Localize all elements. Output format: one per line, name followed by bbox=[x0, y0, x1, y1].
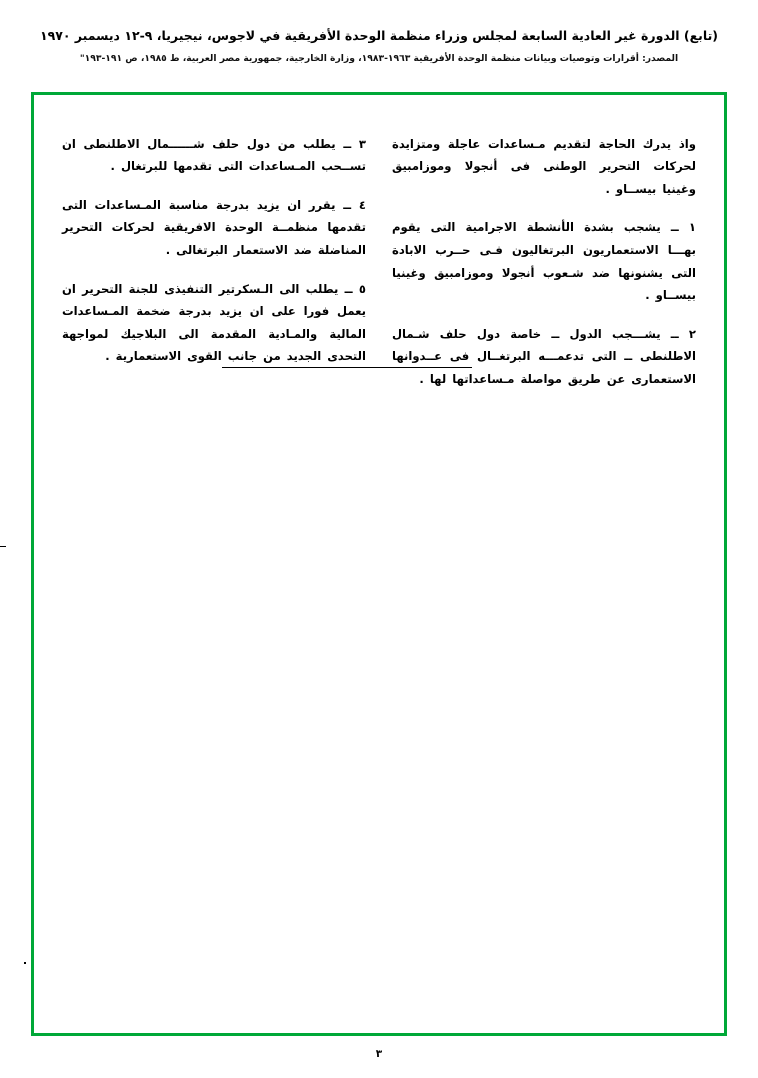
column-left bbox=[62, 121, 366, 391]
registration-dot-mark bbox=[24, 962, 26, 964]
paragraph: ٥ ــ يطلب الى الـسكرتير التنفيذى للجنة التحرير ان يعمل فورا على ان يزيد بدرجة ضخمة المـساعدات المالية والمـادية المقدمة الى البلاجيك لمواجهة التحدى الجديد من جانب القوى الاستعمارية . bbox=[62, 281, 366, 364]
paragraph: ٤ ــ يقرر ان يزيد بدرجة مناسبة المـساعدات التى تقدمها منظمــة الوحدة الافريقية لحركات التحرير المناضلة ضد الاستعمار البرتغالى . bbox=[62, 197, 366, 257]
column-right bbox=[392, 121, 696, 391]
page-title: (تابع) الدورة غير العادية السابعة لمجلس وزراء منظمة الوحدة الأفريقية في لاجوس، نيجيريا، ٩-١٢ ديسمبر ١٩٧٠ bbox=[40, 28, 718, 43]
green-border-frame bbox=[31, 92, 727, 1036]
two-column-body bbox=[62, 121, 696, 391]
paragraph: ٣ ــ يطلب من دول حلف شــــــمال الاطلنطى ان تســحب المـساعدات التى تقدمها للبرتغال . bbox=[62, 136, 366, 174]
section-divider-rule bbox=[222, 367, 472, 368]
source-note: المصدر: أقرارات وتوصيات وبيانات منظمة الوحدة الأفريقية ١٩٦٣-١٩٨٣، وزارة الخارجية، جمهورية مصر العربية، ط ١٩٨٥، ص ١٩١-١٩٣" bbox=[79, 53, 679, 65]
paragraph: واذ يدرك الحاجة لتقديم مـساعدات عاجلة ومتزايدة لحركات التحرير الوطنى فى أنجولا وموزامبيق وغينيا بيســاو . bbox=[392, 136, 696, 196]
paragraph: ١ ــ يشجب بشدة الأنشطة الاجرامية التى يقوم بهـــا الاستعماريون البرتغاليون فـى حــرب الابادة التى يشنونها ضد شـعوب أنجولا وموزامبيق وغينيا بيســاو . bbox=[392, 220, 696, 303]
page-header bbox=[0, 28, 758, 65]
paragraph: ٢ ــ يشـــجب الدول ــ خاصة دول حلف شـمال الاطلنطى ــ التى تدعمـــه البرتغــال فى عــدوانها الاستعمارى عن طريق مواصلة مـساعداتها لها . bbox=[392, 326, 696, 386]
registration-tick-mark bbox=[0, 546, 6, 547]
page-number: ٣ bbox=[375, 1048, 383, 1060]
